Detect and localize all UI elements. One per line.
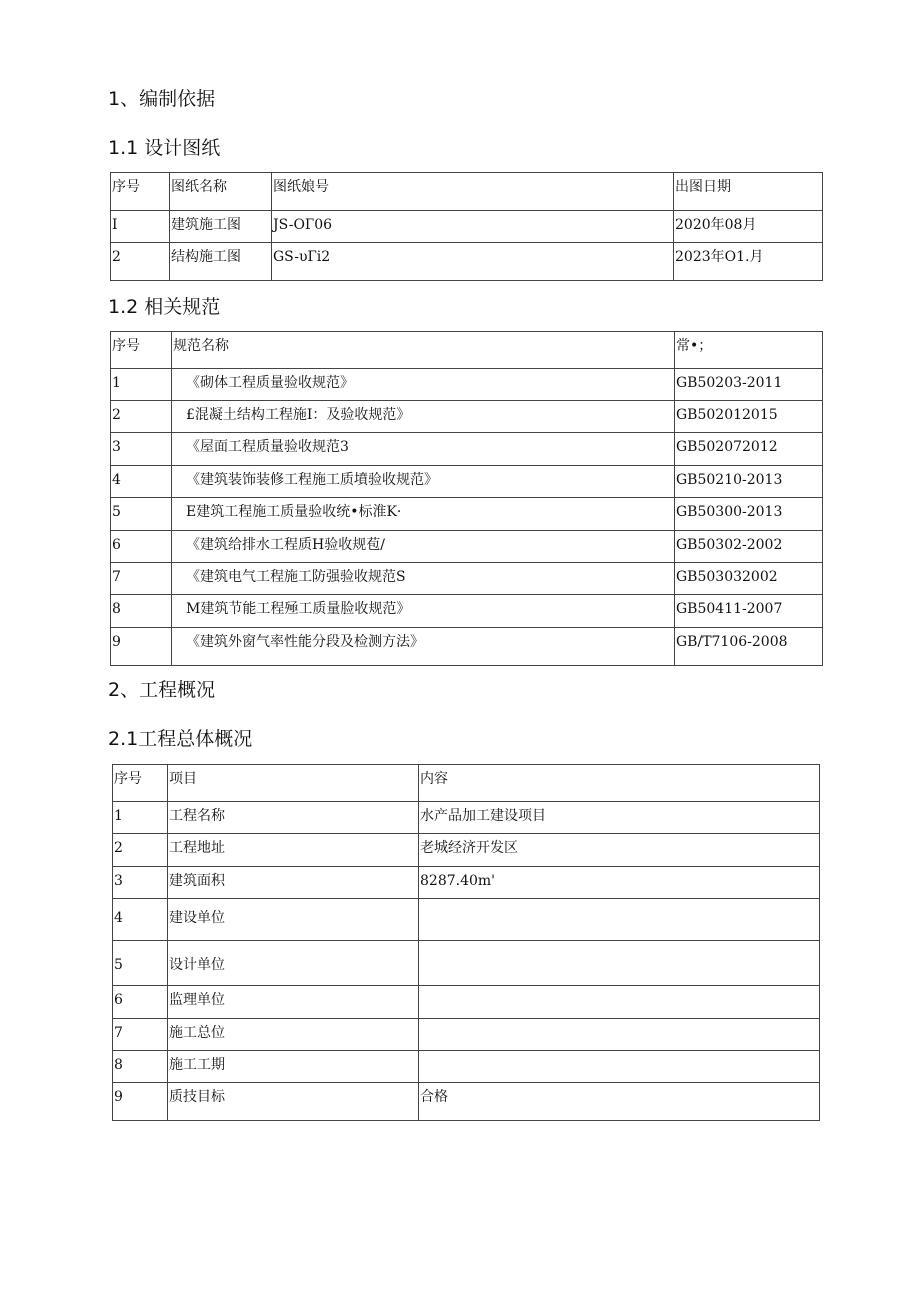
table-cell: 质技目标 [168, 1083, 419, 1121]
table-header-row [113, 765, 820, 802]
header-cell: 项目 [168, 765, 419, 802]
table-row [113, 899, 820, 941]
table-row [111, 628, 823, 666]
table-cell [419, 941, 820, 986]
table-row [111, 595, 823, 628]
table-cell: 设计单位 [168, 941, 419, 986]
table-row [113, 802, 820, 834]
table-cell: 老城经济开发区 [419, 834, 820, 867]
table-cell: 水产品加工建设项目 [419, 802, 820, 834]
section-heading-1-2: 1.2 相关规范 [108, 296, 221, 318]
table-cell: 8 [111, 595, 172, 628]
table-row [111, 211, 823, 243]
table-cell: GB50210-2013 [675, 466, 823, 498]
table-cell: 7 [113, 1019, 168, 1051]
table-row [111, 498, 823, 531]
table-cell: GB50411-2007 [675, 595, 823, 628]
table-cell: E建筑工程施工质量验收统•标淮K· [172, 498, 675, 531]
table-cell: GB50203-2011 [675, 369, 823, 401]
table-cell: 8287.40m' [419, 867, 820, 899]
section-heading-2: 2、工程概况 [108, 679, 216, 701]
table-cell: 8 [113, 1051, 168, 1083]
table-cell: 5 [111, 498, 172, 531]
table-cell: GB/T7106-2008 [675, 628, 823, 666]
header-cell: 内容 [419, 765, 820, 802]
table-cell: GS-υГi2 [272, 243, 674, 281]
drawings-table [110, 172, 823, 281]
table-row [111, 401, 823, 433]
table-cell: 《建筑装饰装修工程施工质墳验收规范》 [172, 466, 675, 498]
table-cell: 3 [113, 867, 168, 899]
table-row [113, 1019, 820, 1051]
table-cell: 建设单位 [168, 899, 419, 941]
table-row [111, 243, 823, 281]
table-cell: 6 [111, 531, 172, 563]
header-cell: 出图日期 [674, 173, 823, 211]
header-cell: 序号 [111, 173, 170, 211]
table-cell: GB503032002 [675, 563, 823, 595]
table-cell: GB50300-2013 [675, 498, 823, 531]
table-cell: 建筑面积 [168, 867, 419, 899]
table-row [111, 369, 823, 401]
table-cell [419, 986, 820, 1019]
table-cell: GB502012015 [675, 401, 823, 433]
table-cell: 9 [111, 628, 172, 666]
table-cell [419, 1051, 820, 1083]
table-cell: 3 [111, 433, 172, 466]
table-cell: 2023年O1.月 [674, 243, 823, 281]
project-overview-table [112, 764, 820, 1121]
table-cell: I [111, 211, 170, 243]
table-cell: M建筑节能工程殛工质量脸收规范》 [172, 595, 675, 628]
header-cell: 序号 [111, 332, 172, 369]
table-row [111, 466, 823, 498]
header-cell: 图纸娘号 [272, 173, 674, 211]
table-cell: 结构施工图 [170, 243, 272, 281]
table-cell: 2 [111, 243, 170, 281]
table-cell: 《屋面工程质量验收规范3 [172, 433, 675, 466]
table-cell [419, 899, 820, 941]
table-cell: GB50302-2002 [675, 531, 823, 563]
table-cell: 4 [111, 466, 172, 498]
header-cell: 序号 [113, 765, 168, 802]
standards-table [110, 331, 823, 666]
table-row [113, 986, 820, 1019]
table-cell: 施工总位 [168, 1019, 419, 1051]
header-cell: 规范名称 [172, 332, 675, 369]
table-row [113, 834, 820, 867]
table-header-row [111, 173, 823, 211]
table-cell: 《建筑给排水工程质H验收规苞/ [172, 531, 675, 563]
table-cell: 监理单位 [168, 986, 419, 1019]
section-heading-2-1: 2.1工程总体概况 [108, 728, 253, 750]
table-cell: 4 [113, 899, 168, 941]
table-cell: 《建筑电气工程施工防强验收规范S [172, 563, 675, 595]
table-row [113, 941, 820, 986]
table-cell: 1 [113, 802, 168, 834]
table-row [113, 1051, 820, 1083]
table-row [113, 867, 820, 899]
table-cell: 1 [111, 369, 172, 401]
table-cell: 合格 [419, 1083, 820, 1121]
table-cell: 工程地址 [168, 834, 419, 867]
table-cell: 2 [113, 834, 168, 867]
header-cell: 图纸名称 [170, 173, 272, 211]
table-cell: 《砌体工程质量验收规范》 [172, 369, 675, 401]
section-heading-1: 1、编制依据 [108, 88, 216, 110]
table-row [111, 563, 823, 595]
table-cell: 7 [111, 563, 172, 595]
table-cell: JS-OГ06 [272, 211, 674, 243]
table-cell: 2 [111, 401, 172, 433]
header-cell: 常•； [675, 332, 823, 369]
table-cell: 5 [113, 941, 168, 986]
section-heading-1-1: 1.1 设计图纸 [108, 137, 221, 159]
table-cell: GB502072012 [675, 433, 823, 466]
table-cell: 9 [113, 1083, 168, 1121]
table-header-row [111, 332, 823, 369]
table-cell: 《建筑外窗气率性能分段及检测方法》 [172, 628, 675, 666]
table-cell: 建筑施工图 [170, 211, 272, 243]
table-cell: 工程名称 [168, 802, 419, 834]
table-cell: 2020年08月 [674, 211, 823, 243]
table-cell: 施工工期 [168, 1051, 419, 1083]
table-cell [419, 1019, 820, 1051]
table-row [111, 433, 823, 466]
table-cell: £混凝土结构工程施I：及验收规范》 [172, 401, 675, 433]
table-cell: 6 [113, 986, 168, 1019]
table-row [111, 531, 823, 563]
table-row [113, 1083, 820, 1121]
